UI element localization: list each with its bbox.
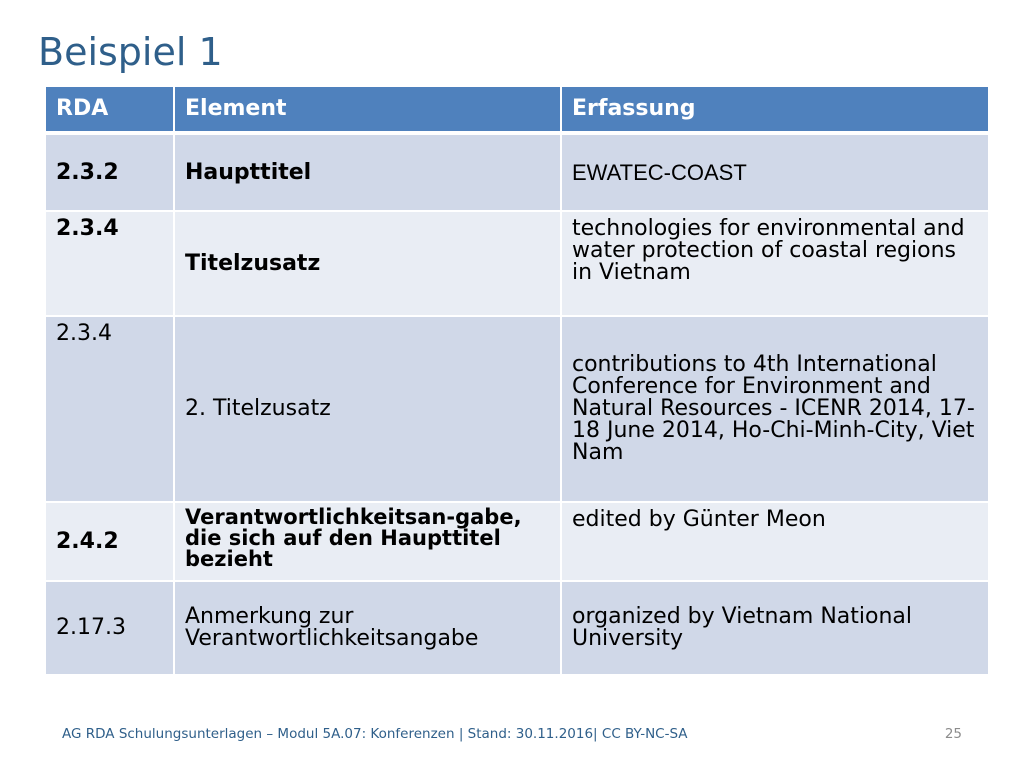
cell-element: Verantwortlichkeitsan-gabe, die sich auf den Haupttitel bezieht [174,502,561,581]
table-row [45,211,989,316]
cell-erfassung: EWATEC-COAST [561,133,989,211]
cell-erfassung: edited by Günter Meon [561,502,989,581]
header-element: Element [174,86,561,133]
cell-rda: 2.17.3 [45,581,174,675]
cell-erfassung: contributions to 4th International Conference for Environment and Natural Resources - ICENR 2014, 17-18 June 2014, Ho-Chi-Minh-City, Viet Nam [561,316,989,502]
table-row [45,502,989,581]
header-erfassung: Erfassung [561,86,989,133]
cell-rda: 2.3.4 [45,211,174,316]
page-number: 25 [944,726,962,742]
cell-element: Haupttitel [174,133,561,211]
cell-rda: 2.3.2 [45,133,174,211]
cell-erfassung: technologies for environmental and water protection of coastal regions in Vietnam [561,211,989,316]
cell-rda: 2.3.4 [45,316,174,502]
cell-rda: 2.4.2 [45,502,174,581]
header-rda: RDA [45,86,174,133]
cell-element: 2. Titelzusatz [174,316,561,502]
table-row [45,581,989,675]
table-row [45,316,989,502]
footer-text: AG RDA Schulungsunterlagen – Modul 5A.07: Konferenzen | Stand: 30.11.2016| CC BY-NC-SA [62,726,688,742]
cell-element: Titelzusatz [174,211,561,316]
table-row [45,133,989,211]
slide-title: Beispiel 1 [38,30,223,74]
table-header-row [45,86,989,133]
cell-element: Anmerkung zur Verantwortlichkeitsangabe [174,581,561,675]
rda-table [44,85,990,676]
cell-erfassung: organized by Vietnam National University [561,581,989,675]
